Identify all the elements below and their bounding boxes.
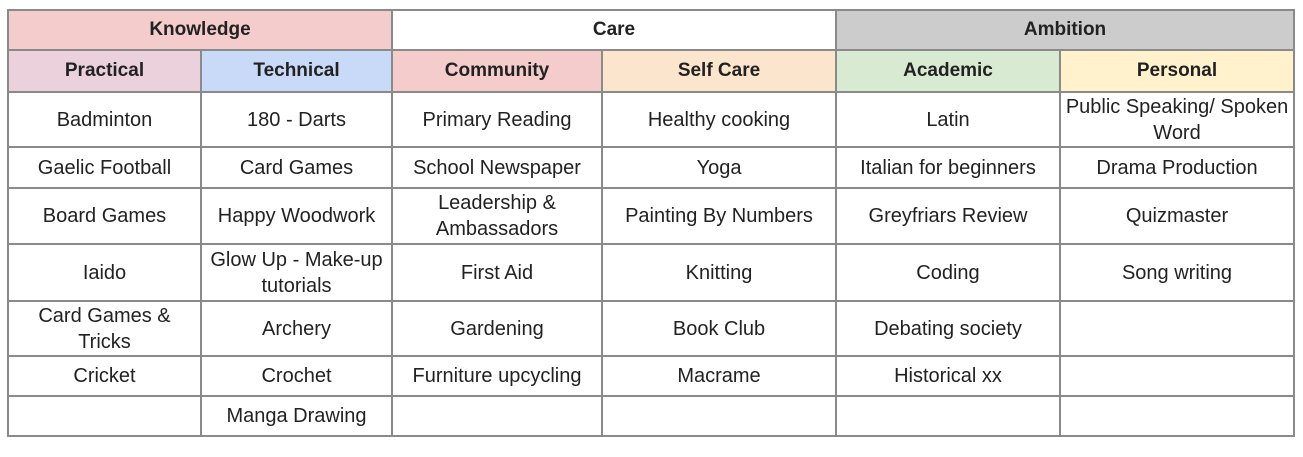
group-ambition: Ambition: [836, 10, 1294, 50]
table-cell: Latin: [836, 92, 1060, 147]
table-cell: Italian for beginners: [836, 147, 1060, 188]
group-care: Care: [392, 10, 836, 50]
table-cell: Glow Up - Make-up tutorials: [201, 244, 392, 301]
table-cell: Painting By Numbers: [602, 188, 836, 244]
subheader-row: [8, 50, 1294, 92]
table-cell: Card Games & Tricks: [8, 301, 201, 356]
table-cell: Manga Drawing: [201, 396, 392, 436]
table-cell: Yoga: [602, 147, 836, 188]
table-cell: Coding: [836, 244, 1060, 301]
subheader-practical: Practical: [8, 50, 201, 92]
table-cell: [8, 396, 201, 436]
subheader-academic: Academic: [836, 50, 1060, 92]
table-cell: Gardening: [392, 301, 602, 356]
table-cell: Macrame: [602, 356, 836, 396]
table-cell: Archery: [201, 301, 392, 356]
table-cell: Happy Woodwork: [201, 188, 392, 244]
table-cell: School Newspaper: [392, 147, 602, 188]
table-cell: Drama Production: [1060, 147, 1294, 188]
table-cell: Knitting: [602, 244, 836, 301]
table-row: [8, 301, 1294, 356]
table-cell: Iaido: [8, 244, 201, 301]
table-cell: [1060, 356, 1294, 396]
table-cell: Leadership & Ambassadors: [392, 188, 602, 244]
table-cell: [836, 396, 1060, 436]
table-cell: Book Club: [602, 301, 836, 356]
table-row: [8, 188, 1294, 244]
subheader-personal: Personal: [1060, 50, 1294, 92]
table-cell: Public Speaking/ Spoken Word: [1060, 92, 1294, 147]
table-cell: Song writing: [1060, 244, 1294, 301]
table-cell: Furniture upcycling: [392, 356, 602, 396]
table-cell: Gaelic Football: [8, 147, 201, 188]
table-cell: 180 - Darts: [201, 92, 392, 147]
table-cell: [1060, 396, 1294, 436]
table-row: [8, 244, 1294, 301]
table-row: [8, 147, 1294, 188]
subheader-self-care: Self Care: [602, 50, 836, 92]
table-cell: Debating society: [836, 301, 1060, 356]
activities-table: [7, 9, 1295, 437]
table-cell: Historical xx: [836, 356, 1060, 396]
table-cell: Card Games: [201, 147, 392, 188]
table-cell: Cricket: [8, 356, 201, 396]
table-cell: Healthy cooking: [602, 92, 836, 147]
table-cell: First Aid: [392, 244, 602, 301]
subheader-technical: Technical: [201, 50, 392, 92]
table-cell: Primary Reading: [392, 92, 602, 147]
table-cell: [1060, 301, 1294, 356]
table-cell: Badminton: [8, 92, 201, 147]
table-cell: Crochet: [201, 356, 392, 396]
group-header-row: [8, 10, 1294, 50]
table-row: [8, 92, 1294, 147]
table-cell: Greyfriars Review: [836, 188, 1060, 244]
table-cell: Board Games: [8, 188, 201, 244]
table-cell: [392, 396, 602, 436]
table-row: [8, 356, 1294, 396]
table-cell: Quizmaster: [1060, 188, 1294, 244]
table-cell: [602, 396, 836, 436]
table-row: [8, 396, 1294, 436]
group-knowledge: Knowledge: [8, 10, 392, 50]
subheader-community: Community: [392, 50, 602, 92]
